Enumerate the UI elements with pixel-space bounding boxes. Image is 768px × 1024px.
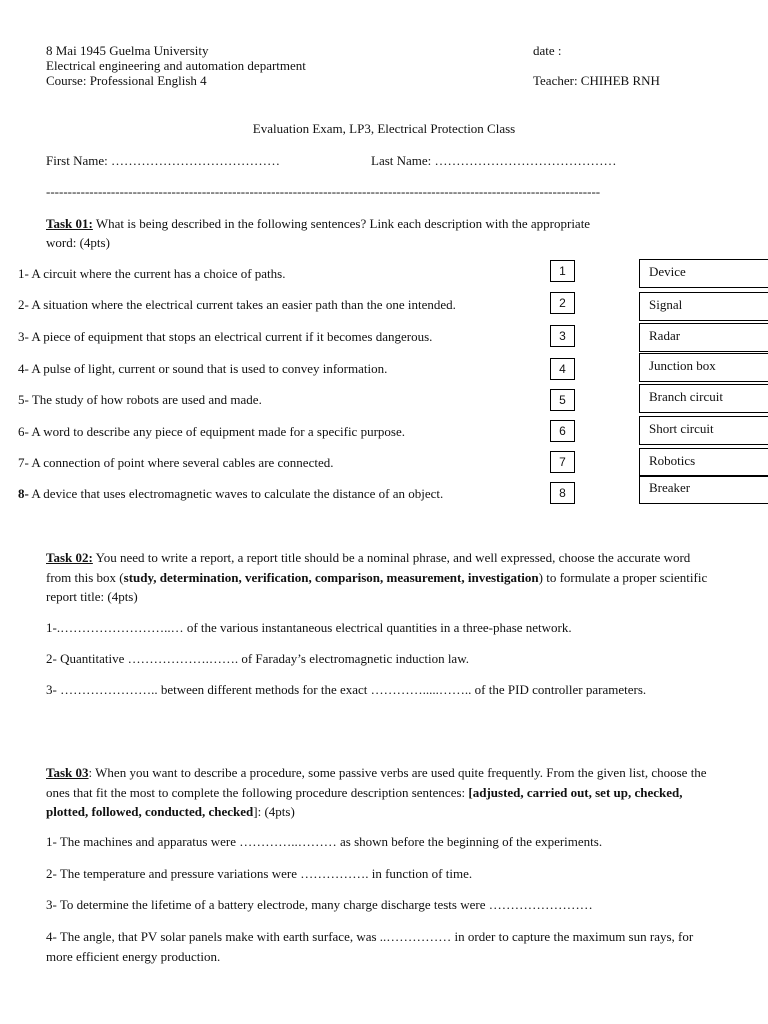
task1-item-1: 1- A circuit where the current has a choice of paths. — [18, 266, 286, 281]
task2-item-1: 1-.……………………..… of the various instantaneous electrical quantities in a three-phase network. — [46, 620, 572, 635]
task1-item-2: 2- A situation where the electrical current takes an easier path than the one intended. — [18, 297, 456, 312]
number-box-1: 1 — [550, 260, 575, 282]
teacher-name: Teacher: CHIHEB RNH — [533, 73, 660, 88]
task1-item-7: 7- A connection of point where several cables are connected. — [18, 455, 334, 470]
task1-item-3: 3- A piece of equipment that stops an electrical current if it becomes dangerous. — [18, 329, 433, 344]
task3-item-4: 4- The angle, that PV solar panels make with earth surface, was ..…………… in order to capture the maximum sun rays, for more efficient energy production. — [46, 929, 694, 964]
word-box-short-circuit: Short circuit — [639, 416, 768, 445]
number-box-7: 7 — [550, 451, 575, 473]
task3-intro-end: ]: (4pts) — [253, 804, 295, 819]
task1-instruction-line2: word: (4pts) — [46, 235, 110, 250]
word-box-signal: Signal — [639, 292, 768, 321]
last-name-field: Last Name: …………………………………… — [371, 153, 617, 168]
task3-word-list: [adjusted, carried out, set up, checked, plotted, followed, conducted, checked — [46, 784, 683, 819]
task2-instruction — [46, 548, 710, 607]
task1-instruction-text: What is being described in the following sentences? Link each description with the appropriate — [92, 216, 591, 231]
exam-title: Evaluation Exam, LP3, Electrical Protection Class — [252, 121, 516, 136]
task2-label: Task 02: — [46, 550, 93, 565]
task1-label: Task 01: — [46, 216, 93, 231]
task1-instruction — [46, 216, 590, 232]
date-label: date : — [533, 43, 562, 58]
word-box-junction-box: Junction box — [639, 353, 768, 382]
task2-intro-text: You need to write a report, a report title should be a nominal phrase, and well expressed, choose the accurate word from this box ( — [46, 550, 691, 585]
department-name: Electrical engineering and automation department — [46, 58, 306, 73]
task1-item-8 — [18, 486, 443, 502]
separator-line: -------------------------------------------------------------------------------------------------------------------------------- — [46, 184, 601, 199]
course-name: Course: Professional English 4 — [46, 73, 207, 88]
task3-label: Task 03 — [46, 765, 89, 780]
number-box-8: 8 — [550, 482, 575, 504]
task3-intro-text: : When you want to describe a procedure, some passive verbs are used quite frequently. From the given list, choose the ones that fit the most to complete the following procedure description sentences: — [46, 765, 707, 800]
university-name: 8 Mai 1945 Guelma University — [46, 43, 209, 58]
task2-intro-end: ) to formulate a proper scientific report title: (4pts) — [46, 569, 708, 604]
task1-item-8-text: A device that uses electromagnetic waves to calculate the distance of an object. — [31, 486, 444, 501]
word-box-robotics: Robotics — [639, 448, 768, 477]
task2-item-3: 3- ………………….. between different methods for the exact ………….....…….. of the PID controller parameters. — [46, 682, 647, 697]
number-box-6: 6 — [550, 420, 575, 442]
word-box-device: Device — [639, 259, 768, 288]
task3-item-1: 1- The machines and apparatus were …………..……… as shown before the beginning of the experiments. — [46, 834, 603, 849]
task1-item-5: 5- The study of how robots are used and made. — [18, 392, 262, 407]
task3-item-3: 3- To determine the lifetime of a battery electrode, many charge discharge tests were …………………… — [46, 897, 593, 912]
task1-item-8-number: 8- — [18, 486, 29, 501]
task2-item-2: 2- Quantitative ……………….……. of Faraday’s electromagnetic induction law. — [46, 651, 469, 666]
number-box-2: 2 — [550, 292, 575, 314]
number-box-5: 5 — [550, 389, 575, 411]
task3-item-2: 2- The temperature and pressure variations were ……………. in function of time. — [46, 866, 473, 881]
task3-instruction — [46, 763, 710, 822]
word-box-breaker: Breaker — [639, 475, 768, 504]
first-name-field: First Name: ………………………………… — [46, 153, 280, 168]
task2-word-list: study, determination, verification, comparison, measurement, investigation — [123, 569, 539, 585]
word-box-branch-circuit: Branch circuit — [639, 384, 768, 413]
task1-item-4: 4- A pulse of light, current or sound that is used to convey information. — [18, 361, 388, 376]
word-box-radar: Radar — [639, 323, 768, 352]
number-box-3: 3 — [550, 325, 575, 347]
task1-item-6: 6- A word to describe any piece of equipment made for a specific purpose. — [18, 424, 405, 439]
number-box-4: 4 — [550, 358, 575, 380]
